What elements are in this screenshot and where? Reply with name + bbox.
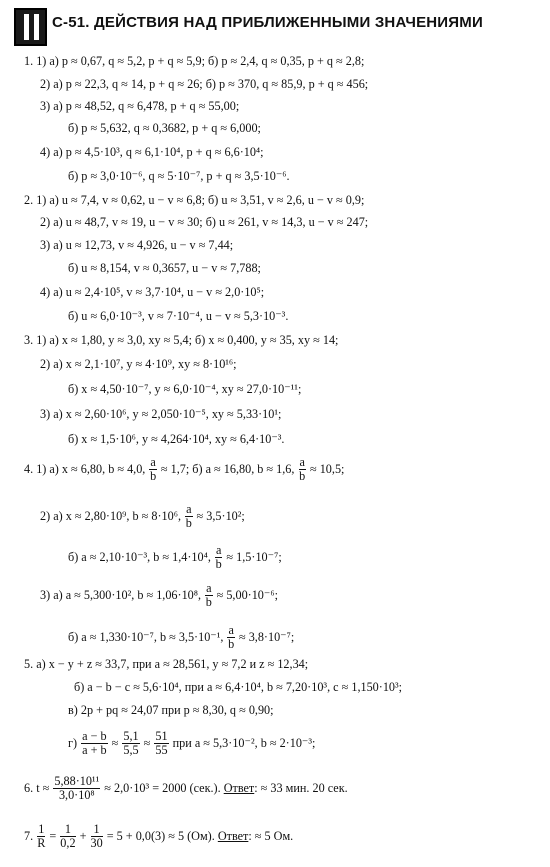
text-segment: г)	[68, 736, 81, 750]
text-segment: =	[46, 829, 60, 843]
fraction	[299, 456, 306, 483]
solution-line: б) a − b − c ≈ 5,6·10⁴, при a ≈ 6,4·10⁴, b ≈ 7,20·10³, c ≈ 1,150·10³;	[74, 680, 403, 694]
answer-label: Ответ	[223, 781, 255, 795]
fraction-denominator: b	[299, 469, 306, 483]
fraction-denominator: 3,0·10⁸	[58, 788, 95, 802]
fraction-denominator: R	[37, 836, 46, 850]
solution-line: 4) а) p ≈ 4,5·10³, q ≈ 6,1·10⁴, p + q ≈ 6,6·10⁴;	[40, 145, 264, 159]
fraction	[60, 823, 75, 850]
text-segment: = 5 + 0,0(3) ≈ 5 (Ом).	[103, 829, 218, 843]
solution-line: 4) а) u ≈ 2,4·10⁵, v ≈ 3,7·10⁴, u − v ≈ 2,0·10⁵;	[40, 285, 265, 299]
fraction-numerator: a	[228, 623, 234, 637]
text-segment: ≈ 2,0·10³ = 2000 (сек.).	[101, 781, 224, 795]
text-segment: при a ≈ 5,3·10⁻², b ≈ 2·10⁻³;	[169, 736, 316, 750]
solution-line: 2) а) x ≈ 2,1·10⁷, y ≈ 4·10⁹, xy ≈ 8·10¹⁶;	[40, 357, 237, 371]
text-segment: ≈	[140, 736, 154, 750]
solution-line-with-fraction	[24, 775, 348, 802]
fraction-denominator: b	[185, 516, 192, 530]
fraction-denominator: b	[215, 557, 222, 571]
fraction-denominator: b	[150, 469, 157, 483]
solution-line: 5. а) x − y + z ≈ 33,7, при a ≈ 28,561, y ≈ 7,2 и z ≈ 12,34;	[24, 657, 309, 671]
fraction-denominator: 0,2	[60, 836, 76, 850]
solution-line-with-fraction	[40, 503, 245, 530]
solution-line: б) p ≈ 3,0·10⁻⁶, q ≈ 5·10⁻⁷, p + q ≈ 3,5·10⁻⁶.	[68, 169, 290, 183]
fraction-numerator: a	[150, 455, 156, 469]
fraction-denominator: 30	[90, 836, 103, 850]
solution-line: 2) а) p ≈ 22,3, q ≈ 14, p + q ≈ 26; б) p ≈ 370, q ≈ 85,9, p + q ≈ 456;	[40, 77, 369, 91]
fraction	[122, 730, 139, 757]
solution-line-with-fraction	[68, 624, 294, 651]
solution-line-with-fraction	[24, 456, 344, 483]
fraction-numerator: a	[186, 502, 192, 516]
fraction-numerator: 1	[60, 823, 75, 837]
answer-value: : ≈ 33 мин. 20 сек.	[254, 781, 348, 795]
roman-two-emblem-icon	[14, 8, 47, 46]
page-title: С-51. ДЕЙСТВИЯ НАД ПРИБЛИЖЕННЫМИ ЗНАЧЕНИЯМИ	[52, 14, 483, 31]
solution-line: 3. 1) а) x ≈ 1,80, y ≈ 3,0, xy ≈ 5,4; б) x ≈ 0,400, y ≈ 35, xy ≈ 14;	[24, 333, 339, 347]
solution-line-with-fraction	[68, 544, 282, 571]
solution-line-with-fraction	[68, 730, 315, 757]
solution-line: б) p ≈ 5,632, q ≈ 0,3682, p + q ≈ 6,000;	[68, 121, 261, 135]
solution-line: 3) а) p ≈ 48,52, q ≈ 6,478, p + q ≈ 55,00;	[40, 99, 240, 113]
solution-line: б) x ≈ 4,50·10⁻⁷, y ≈ 6,0·10⁻⁴, xy ≈ 27,0·10⁻¹¹;	[68, 382, 302, 396]
text-segment: 7.	[24, 829, 37, 843]
fraction-numerator: 5,88·10¹¹	[54, 774, 100, 788]
text-segment: ≈	[108, 736, 122, 750]
solution-line: в) 2p + pq ≈ 24,07 при p ≈ 8,30, q ≈ 0,90;	[68, 703, 274, 717]
fraction	[37, 823, 45, 850]
text-segment: +	[76, 829, 90, 843]
fraction	[185, 503, 192, 530]
solution-line: б) u ≈ 8,154, v ≈ 0,3657, u − v ≈ 7,788;	[68, 261, 261, 275]
solution-line: 3) а) u ≈ 12,73, v ≈ 4,926, u − v ≈ 7,44;	[40, 238, 234, 252]
text-segment: ≈ 1,7; б) a ≈ 16,80, b ≈ 1,6,	[157, 462, 298, 476]
text-segment: б) a ≈ 2,10·10⁻³, b ≈ 1,4·10⁴,	[68, 550, 214, 564]
text-segment: б) a ≈ 1,330·10⁻⁷, b ≈ 3,5·10⁻¹,	[68, 630, 227, 644]
fraction-denominator: a + b	[82, 743, 107, 757]
solution-line: б) x ≈ 1,5·10⁶, y ≈ 4,264·10⁴, xy ≈ 6,4·10⁻³.	[68, 432, 285, 446]
fraction-numerator: a	[215, 543, 222, 557]
fraction	[215, 544, 222, 571]
fraction	[149, 456, 156, 483]
fraction	[205, 582, 212, 609]
solution-line: 1. 1) а) p ≈ 0,67, q ≈ 5,2, p + q ≈ 5,9; б) p ≈ 2,4, q ≈ 0,35, p + q ≈ 2,8;	[24, 54, 365, 68]
fraction-denominator: 55	[155, 743, 168, 757]
solution-line: 2. 1) а) u ≈ 7,4, v ≈ 0,62, u − v ≈ 6,8; б) u ≈ 3,51, v ≈ 2,6, u − v ≈ 0,9;	[24, 193, 365, 207]
fraction-denominator: 5,5	[123, 743, 139, 757]
text-segment: 3) а) a ≈ 5,300·10², b ≈ 1,06·10⁸,	[40, 588, 205, 602]
answer-label: Ответ	[217, 829, 249, 843]
fraction	[53, 775, 100, 802]
fraction-numerator: 1	[38, 822, 45, 836]
fraction-numerator: 1	[91, 823, 103, 837]
solution-line: 3) а) x ≈ 2,60·10⁶, y ≈ 2,050·10⁻⁵, xy ≈ 5,33·10¹;	[40, 407, 282, 421]
text-segment: 2) а) x ≈ 2,80·10⁹, b ≈ 8·10⁶,	[40, 509, 185, 523]
fraction	[154, 730, 168, 757]
text-segment: 6. t ≈	[24, 781, 53, 795]
text-segment: ≈ 3,8·10⁻⁷;	[235, 630, 295, 644]
fraction-numerator: 51	[155, 729, 168, 743]
solution-line-with-fraction	[24, 823, 293, 850]
fraction-numerator: a	[206, 581, 212, 595]
fraction-numerator: 5,1	[123, 729, 139, 743]
fraction	[81, 730, 107, 757]
text-segment: ≈ 5,00·10⁻⁶;	[213, 588, 278, 602]
text-segment: ≈ 3,5·10²;	[193, 509, 245, 523]
text-segment: ≈ 10,5;	[306, 462, 345, 476]
fraction	[91, 823, 103, 850]
text-segment: ≈ 1,5·10⁻⁷;	[223, 550, 282, 564]
solution-line: 2) а) u ≈ 48,7, v ≈ 19, u − v ≈ 30; б) u ≈ 261, v ≈ 14,3, u − v ≈ 247;	[40, 215, 369, 229]
fraction	[227, 624, 234, 651]
fraction-numerator: a − b	[82, 729, 107, 743]
answer-value: : ≈ 5 Ом.	[248, 829, 294, 843]
solution-line: б) u ≈ 6,0·10⁻³, v ≈ 7·10⁻⁴, u − v ≈ 5,3·10⁻³.	[68, 309, 289, 323]
fraction-denominator: b	[228, 637, 235, 651]
fraction-numerator: a	[299, 455, 305, 469]
text-segment: 4. 1) а) x ≈ 6,80, b ≈ 4,0,	[24, 462, 149, 476]
solution-line-with-fraction	[40, 582, 278, 609]
fraction-denominator: b	[205, 595, 212, 609]
